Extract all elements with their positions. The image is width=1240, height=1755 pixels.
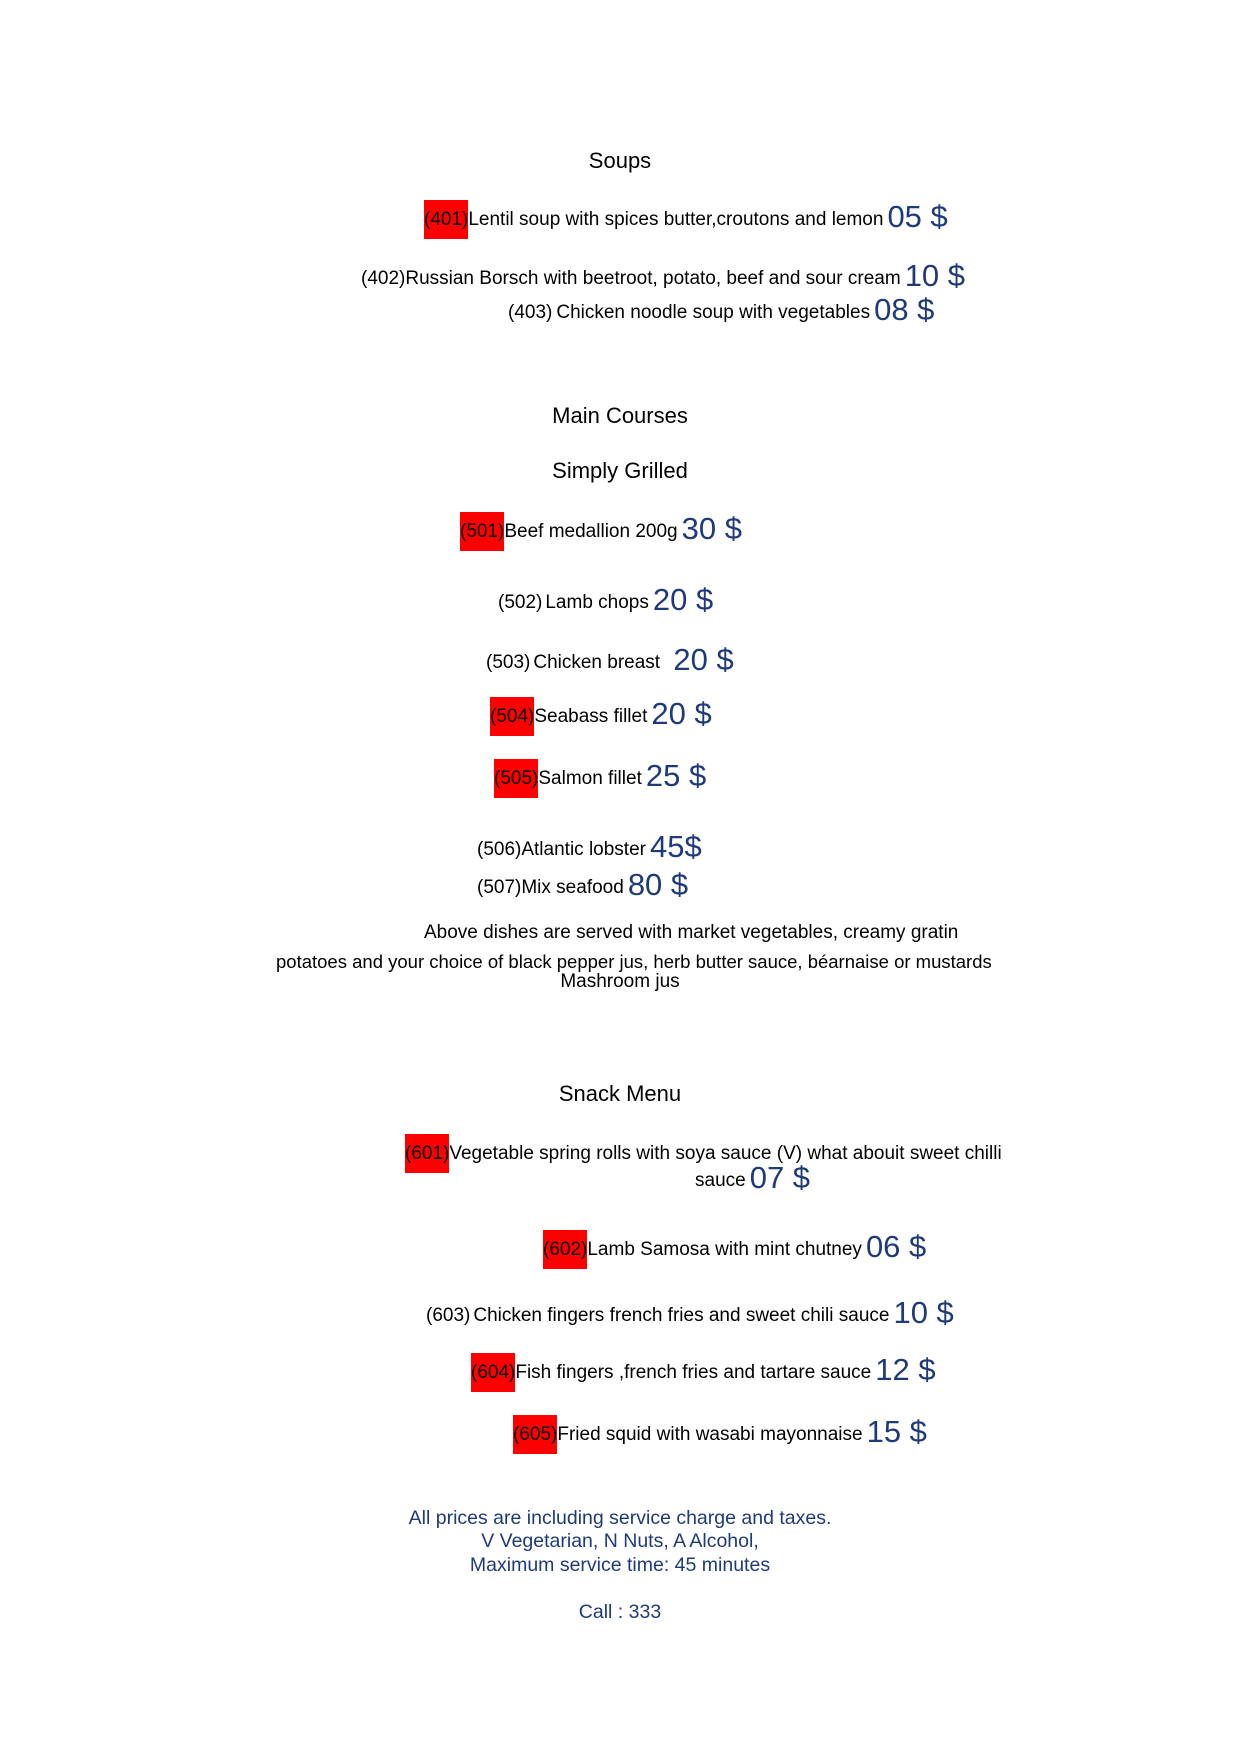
menu-item-604 [471,1353,936,1392]
footer-line-3: Maximum service time: 45 minutes [469,1554,771,1576]
item-price: 06 $ [865,1229,927,1264]
section-title-snack-menu: Snack Menu [558,1081,682,1106]
menu-item-401 [424,200,948,239]
grilled-note-line-3: Mashroom jus [560,971,680,992]
item-name: Vegetable spring rolls with soya sauce (V) what abouit sweet chilli [449,1143,1002,1164]
item-price: 07 $ [749,1160,811,1195]
item-price: 12 $ [875,1352,936,1387]
item-price: 45$ [649,829,702,864]
section-subtitle-simply-grilled: Simply Grilled [552,458,688,483]
item-price: 10 $ [893,1295,954,1330]
item-name: Beef medallion 200g [504,521,678,542]
footer-call: Call : 333 [578,1601,662,1623]
item-code: (601) [405,1134,449,1173]
item-price: 20 $ [673,642,734,677]
item-code: (505) [494,759,538,798]
item-code: (402) [361,268,406,289]
item-name-continued: sauce [695,1170,746,1191]
item-name: Mix seafood [521,877,624,898]
item-name: Fried squid with wasabi mayonnaise [557,1424,863,1445]
item-code: (602) [543,1230,587,1269]
item-code: (506) [477,839,522,860]
menu-item-503 [486,644,734,675]
menu-item-605 [513,1415,927,1454]
item-price: 15 $ [866,1414,927,1449]
footer-line-2: V Vegetarian, N Nuts, A Alcohol, [481,1530,759,1552]
item-price: 05 $ [887,199,948,234]
item-code: (504) [490,697,534,736]
item-name: Russian Borsch with beetroot, potato, beef and sour cream [405,268,901,289]
item-code: (403) [508,302,553,323]
menu-item-603 [426,1297,954,1328]
menu-item-506 [477,831,702,862]
item-price: 08 $ [874,292,935,327]
menu-item-402 [361,260,965,291]
item-name: Chicken fingers french fries and sweet chili sauce [473,1305,890,1326]
item-code: (401) [424,200,468,239]
item-name: Salmon fillet [538,768,642,789]
item-price: 20 $ [652,582,714,617]
section-title-main-courses: Main Courses [552,403,688,428]
item-name: Lamb Samosa with mint chutney [587,1239,862,1260]
item-code: (605) [513,1415,557,1454]
item-code: (507) [477,877,522,898]
item-name: Fish fingers ,french fries and tartare sauce [515,1362,872,1383]
item-code: (603) [426,1305,471,1326]
item-code: (502) [498,592,543,613]
item-name: Lentil soup with spices butter,croutons and lemon [468,209,884,230]
grilled-note-line-1: Above dishes are served with market vegetables, creamy gratin [424,922,959,943]
menu-item-501 [460,512,742,551]
menu-item-403 [508,294,934,325]
item-name: Lamb chops [545,592,649,613]
menu-item-507 [477,869,688,900]
item-price: 20 $ [651,696,712,731]
item-price: 25 $ [645,758,707,793]
footer-line-1: All prices are including service charge and taxes. [408,1507,832,1529]
menu-item-502 [498,584,713,615]
item-price: 10 $ [904,258,966,293]
item-price: 30 $ [681,511,742,546]
item-code: (503) [486,652,531,673]
item-name: Chicken breast [533,652,666,673]
item-name: Seabass fillet [534,706,648,727]
menu-item-504 [490,697,712,736]
menu-item-602 [543,1230,926,1269]
section-title-soups: Soups [588,148,652,173]
item-code: (604) [471,1353,515,1392]
menu-item-505 [494,759,706,798]
item-name: Chicken noodle soup with vegetables [556,302,871,323]
grilled-note-line-2: potatoes and your choice of black pepper jus, herb butter sauce, béarnaise or mustards [276,951,992,972]
menu-item-601-cont [695,1162,810,1193]
item-price: 80 $ [627,867,689,902]
item-name: Atlantic lobster [521,839,646,860]
item-code: (501) [460,512,504,551]
